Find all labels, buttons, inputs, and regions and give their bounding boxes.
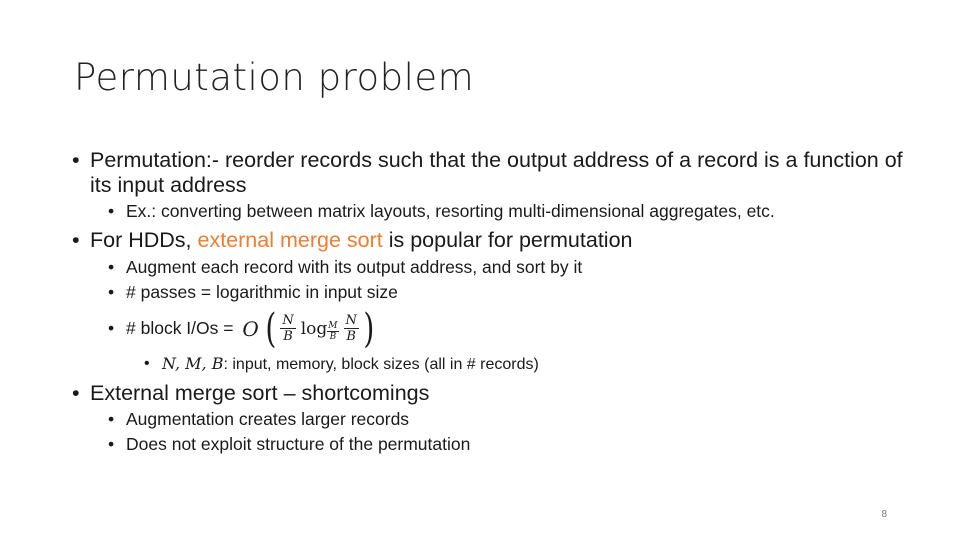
base-numerator: M [328, 320, 338, 331]
close-paren: ) [363, 305, 375, 352]
log-base [327, 321, 338, 342]
fraction-n-over-b-2 [344, 313, 359, 344]
big-o: O [242, 316, 259, 341]
bullet-text: # passes = logarithmic in input size [126, 281, 398, 302]
numerator: N [345, 313, 357, 329]
highlight-external-merge-sort: external merge sort [197, 228, 383, 252]
slide-body [62, 142, 922, 455]
bullet-text: Does not exploit structure of the permutation [126, 434, 471, 455]
bullet-text-suffix: is popular for permutation [382, 228, 633, 252]
bullet-text-prefix: For HDDs, [90, 228, 198, 252]
bullet-text: # block I/Os = [126, 317, 239, 338]
numerator: N [282, 313, 294, 329]
bullet-dot: • [108, 281, 115, 302]
slide-title: Permutation problem [74, 56, 475, 99]
bullet-dot: • [108, 201, 115, 221]
bullet-dot: • [72, 228, 80, 252]
page-number: 8 [881, 509, 887, 520]
fraction-n-over-b [280, 313, 295, 344]
log-label: log [300, 318, 328, 339]
bullet-dot: • [72, 148, 80, 172]
bullet-text: Ex.: converting between matrix layouts, resorting multi-dimensional aggregates, etc. [126, 201, 775, 221]
sub-bullet-passes [62, 281, 922, 303]
variables: N, M, B [162, 353, 224, 373]
sub-bullet-augmentation [62, 408, 922, 430]
base-denominator: B [329, 331, 337, 342]
bullet-text: Augmentation creates larger records [126, 409, 410, 430]
bullet-text: : input, memory, block sizes (all in # records) [223, 355, 539, 373]
bullet-text: Augment each record with its output address, and sort by it [126, 256, 583, 277]
bullet-text: Permutation:- reorder records such that the output address of a record is a function of its input address [90, 148, 903, 197]
bullet-shortcomings [62, 381, 922, 406]
bullet-text: External merge sort – shortcomings [90, 380, 430, 405]
sub-bullet-block-ios [62, 306, 922, 351]
bullet-permutation [62, 148, 922, 197]
bullet-dot: • [144, 354, 150, 372]
bullet-hdd [62, 228, 922, 253]
open-paren: ( [265, 305, 277, 352]
sub-bullet-example [62, 200, 922, 222]
bullet-dot: • [108, 434, 115, 455]
log-term [301, 307, 342, 351]
bullet-dot: • [108, 409, 115, 430]
sub-bullet-augment [62, 256, 922, 278]
bullet-dot: • [108, 256, 115, 277]
bullet-dot: • [108, 317, 115, 338]
sub-bullet-structure [62, 433, 922, 455]
denominator: B [346, 329, 356, 345]
block-io-formula [238, 307, 376, 351]
denominator: B [283, 329, 293, 345]
bullet-dot: • [72, 380, 80, 405]
sub-sub-bullet-variables [62, 354, 922, 375]
